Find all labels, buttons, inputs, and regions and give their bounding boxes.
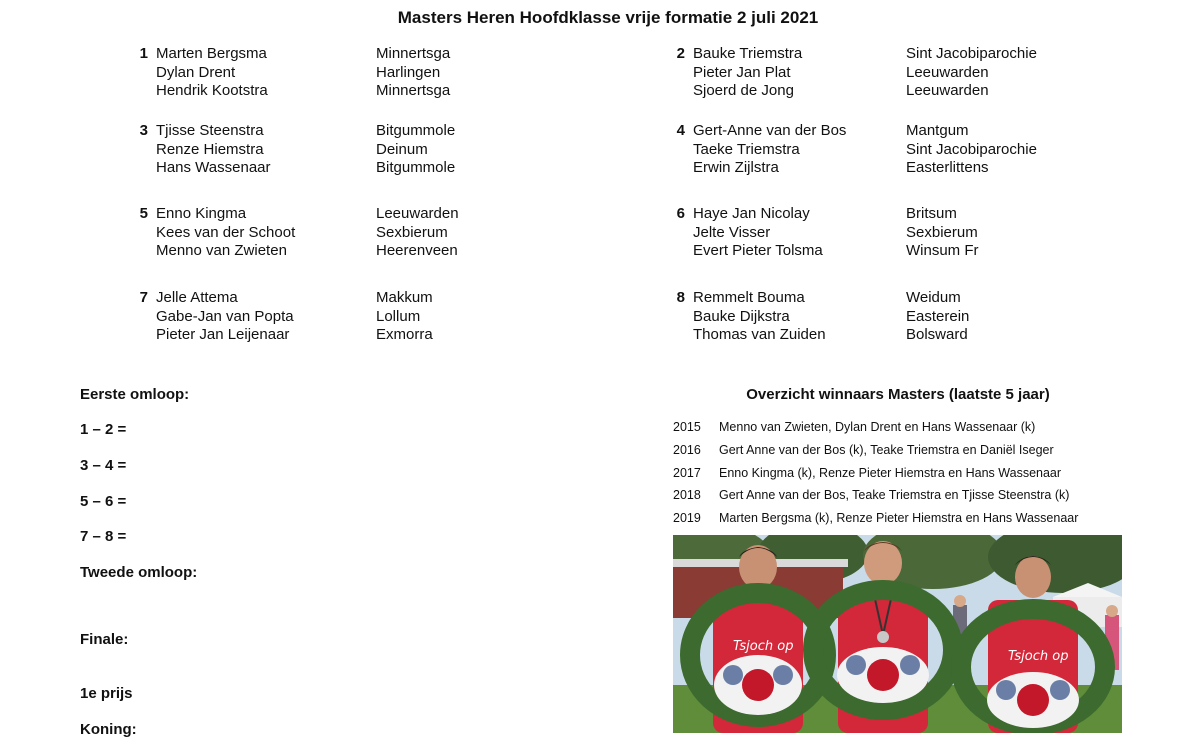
player-name: Erwin Zijlstra xyxy=(693,159,779,176)
team-number: 2 xyxy=(676,45,685,62)
player-name: Hans Wassenaar xyxy=(156,159,271,176)
player-place: Winsum Fr xyxy=(906,242,979,259)
player-place: Bitgummole xyxy=(376,122,456,139)
player-place: Bolsward xyxy=(906,326,968,343)
player-name: Sjoerd de Jong xyxy=(693,82,794,99)
player-place: Easterein xyxy=(906,307,970,325)
player-place: Britsum xyxy=(906,205,957,222)
match-line: 3 – 4 = xyxy=(80,457,127,474)
player-name: Gert-Anne van der Bos xyxy=(693,122,847,139)
player-place: Leeuwarden xyxy=(906,63,989,81)
player-name: Tjisse Steenstra xyxy=(156,122,264,139)
team-places xyxy=(376,122,455,178)
player-name: Jelte Visser xyxy=(693,223,771,241)
team-players xyxy=(156,122,271,178)
second-round-heading: Tweede omloop: xyxy=(80,564,198,581)
player-name: Bauke Dijkstra xyxy=(693,307,790,325)
winner-year: 2017 xyxy=(673,466,701,480)
shirt-text: Tsjoch op xyxy=(1008,649,1069,664)
player-place: Heerenveen xyxy=(376,242,458,259)
team-players xyxy=(693,289,826,345)
player-name: Gabe-Jan van Popta xyxy=(156,307,294,325)
player-name: Haye Jan Nicolay xyxy=(693,205,810,222)
player-place: Easterlittens xyxy=(906,159,989,176)
team-number: 4 xyxy=(676,122,685,139)
player-place: Makkum xyxy=(376,289,433,306)
player-place: Bitgummole xyxy=(376,159,456,176)
player-name: Pieter Jan Plat xyxy=(693,63,791,81)
player-name: Dylan Drent xyxy=(156,63,236,81)
team-number: 3 xyxy=(139,122,148,139)
player-name: Hendrik Kootstra xyxy=(156,82,268,99)
player-name: Jelle Attema xyxy=(156,289,238,306)
team-players xyxy=(693,205,823,261)
player-place: Minnertsga xyxy=(376,82,451,99)
match-line: 5 – 6 = xyxy=(80,493,127,510)
winners-title: Overzicht winnaars Masters (laatste 5 jaar) xyxy=(746,386,1050,403)
team-players xyxy=(156,289,294,345)
player-place: Deinum xyxy=(376,140,428,158)
winner-year: 2019 xyxy=(673,511,701,525)
winner-names: Marten Bergsma (k), Renze Pieter Hiemstra en Hans Wassenaar xyxy=(719,511,1079,525)
team-places xyxy=(906,289,969,345)
team-number: 5 xyxy=(139,205,148,222)
team-places xyxy=(906,122,1037,178)
team-number: 8 xyxy=(676,289,685,306)
team-places xyxy=(376,289,433,345)
player-place: Mantgum xyxy=(906,122,969,139)
player-name: Thomas van Zuiden xyxy=(693,326,826,343)
player-place: Leeuwarden xyxy=(376,205,459,222)
winner-year: 2018 xyxy=(673,488,701,502)
player-place: Sexbierum xyxy=(906,223,978,241)
team-players xyxy=(156,45,268,101)
player-place: Minnertsga xyxy=(376,45,451,62)
winners-photo xyxy=(673,535,1122,733)
first-round-heading: Eerste omloop: xyxy=(80,386,190,403)
player-name: Remmelt Bouma xyxy=(693,289,805,306)
shirt-text: Tsjoch op xyxy=(733,639,794,654)
winner-row xyxy=(673,466,1061,480)
match-line: 1 – 2 = xyxy=(80,421,127,438)
player-name: Renze Hiemstra xyxy=(156,140,264,158)
winner-row xyxy=(673,488,1069,502)
winner-names: Enno Kingma (k), Renze Pieter Hiemstra en Hans Wassenaar xyxy=(719,466,1062,480)
player-name: Evert Pieter Tolsma xyxy=(693,242,823,259)
team-number: 7 xyxy=(139,289,148,306)
player-place: Lollum xyxy=(376,307,421,325)
team-players xyxy=(693,122,846,178)
king-heading: Koning: xyxy=(80,721,137,738)
player-place: Leeuwarden xyxy=(906,82,989,99)
team-players xyxy=(693,45,802,101)
player-name: Taeke Triemstra xyxy=(693,140,800,158)
player-place: Harlingen xyxy=(376,63,441,81)
player-place: Sexbierum xyxy=(376,223,448,241)
player-name: Enno Kingma xyxy=(156,205,247,222)
team-number: 1 xyxy=(139,45,148,62)
team-places xyxy=(906,45,1037,101)
player-name: Marten Bergsma xyxy=(156,45,267,62)
winner-names: Gert Anne van der Bos (k), Teake Triemstra en Daniël Iseger xyxy=(719,443,1054,457)
player-place: Sint Jacobiparochie xyxy=(906,45,1037,62)
winner-names: Gert Anne van der Bos, Teake Triemstra en Tjisse Steenstra (k) xyxy=(719,488,1070,502)
winner-year: 2016 xyxy=(673,443,701,457)
winner-row xyxy=(673,511,1078,525)
team-places xyxy=(376,45,450,101)
player-name: Kees van der Schoot xyxy=(156,223,296,241)
team-places xyxy=(906,205,979,261)
match-line: 7 – 8 = xyxy=(80,528,127,545)
winner-year: 2015 xyxy=(673,420,701,434)
player-name: Pieter Jan Leijenaar xyxy=(156,326,290,343)
page-title: Masters Heren Hoofdklasse vrije formatie 2 juli 2021 xyxy=(397,8,819,27)
first-prize-heading: 1e prijs xyxy=(80,685,133,702)
team-number: 6 xyxy=(676,205,685,222)
team-players xyxy=(156,205,295,261)
player-place: Sint Jacobiparochie xyxy=(906,140,1037,158)
team-places xyxy=(376,205,459,261)
winner-names: Menno van Zwieten, Dylan Drent en Hans Wassenaar (k) xyxy=(719,420,1036,434)
player-name: Menno van Zwieten xyxy=(156,242,287,259)
winner-row xyxy=(673,443,1054,457)
winner-row xyxy=(673,420,1035,434)
player-place: Weidum xyxy=(906,289,961,306)
player-name: Bauke Triemstra xyxy=(693,45,803,62)
player-place: Exmorra xyxy=(376,326,433,343)
final-heading: Finale: xyxy=(80,631,129,648)
